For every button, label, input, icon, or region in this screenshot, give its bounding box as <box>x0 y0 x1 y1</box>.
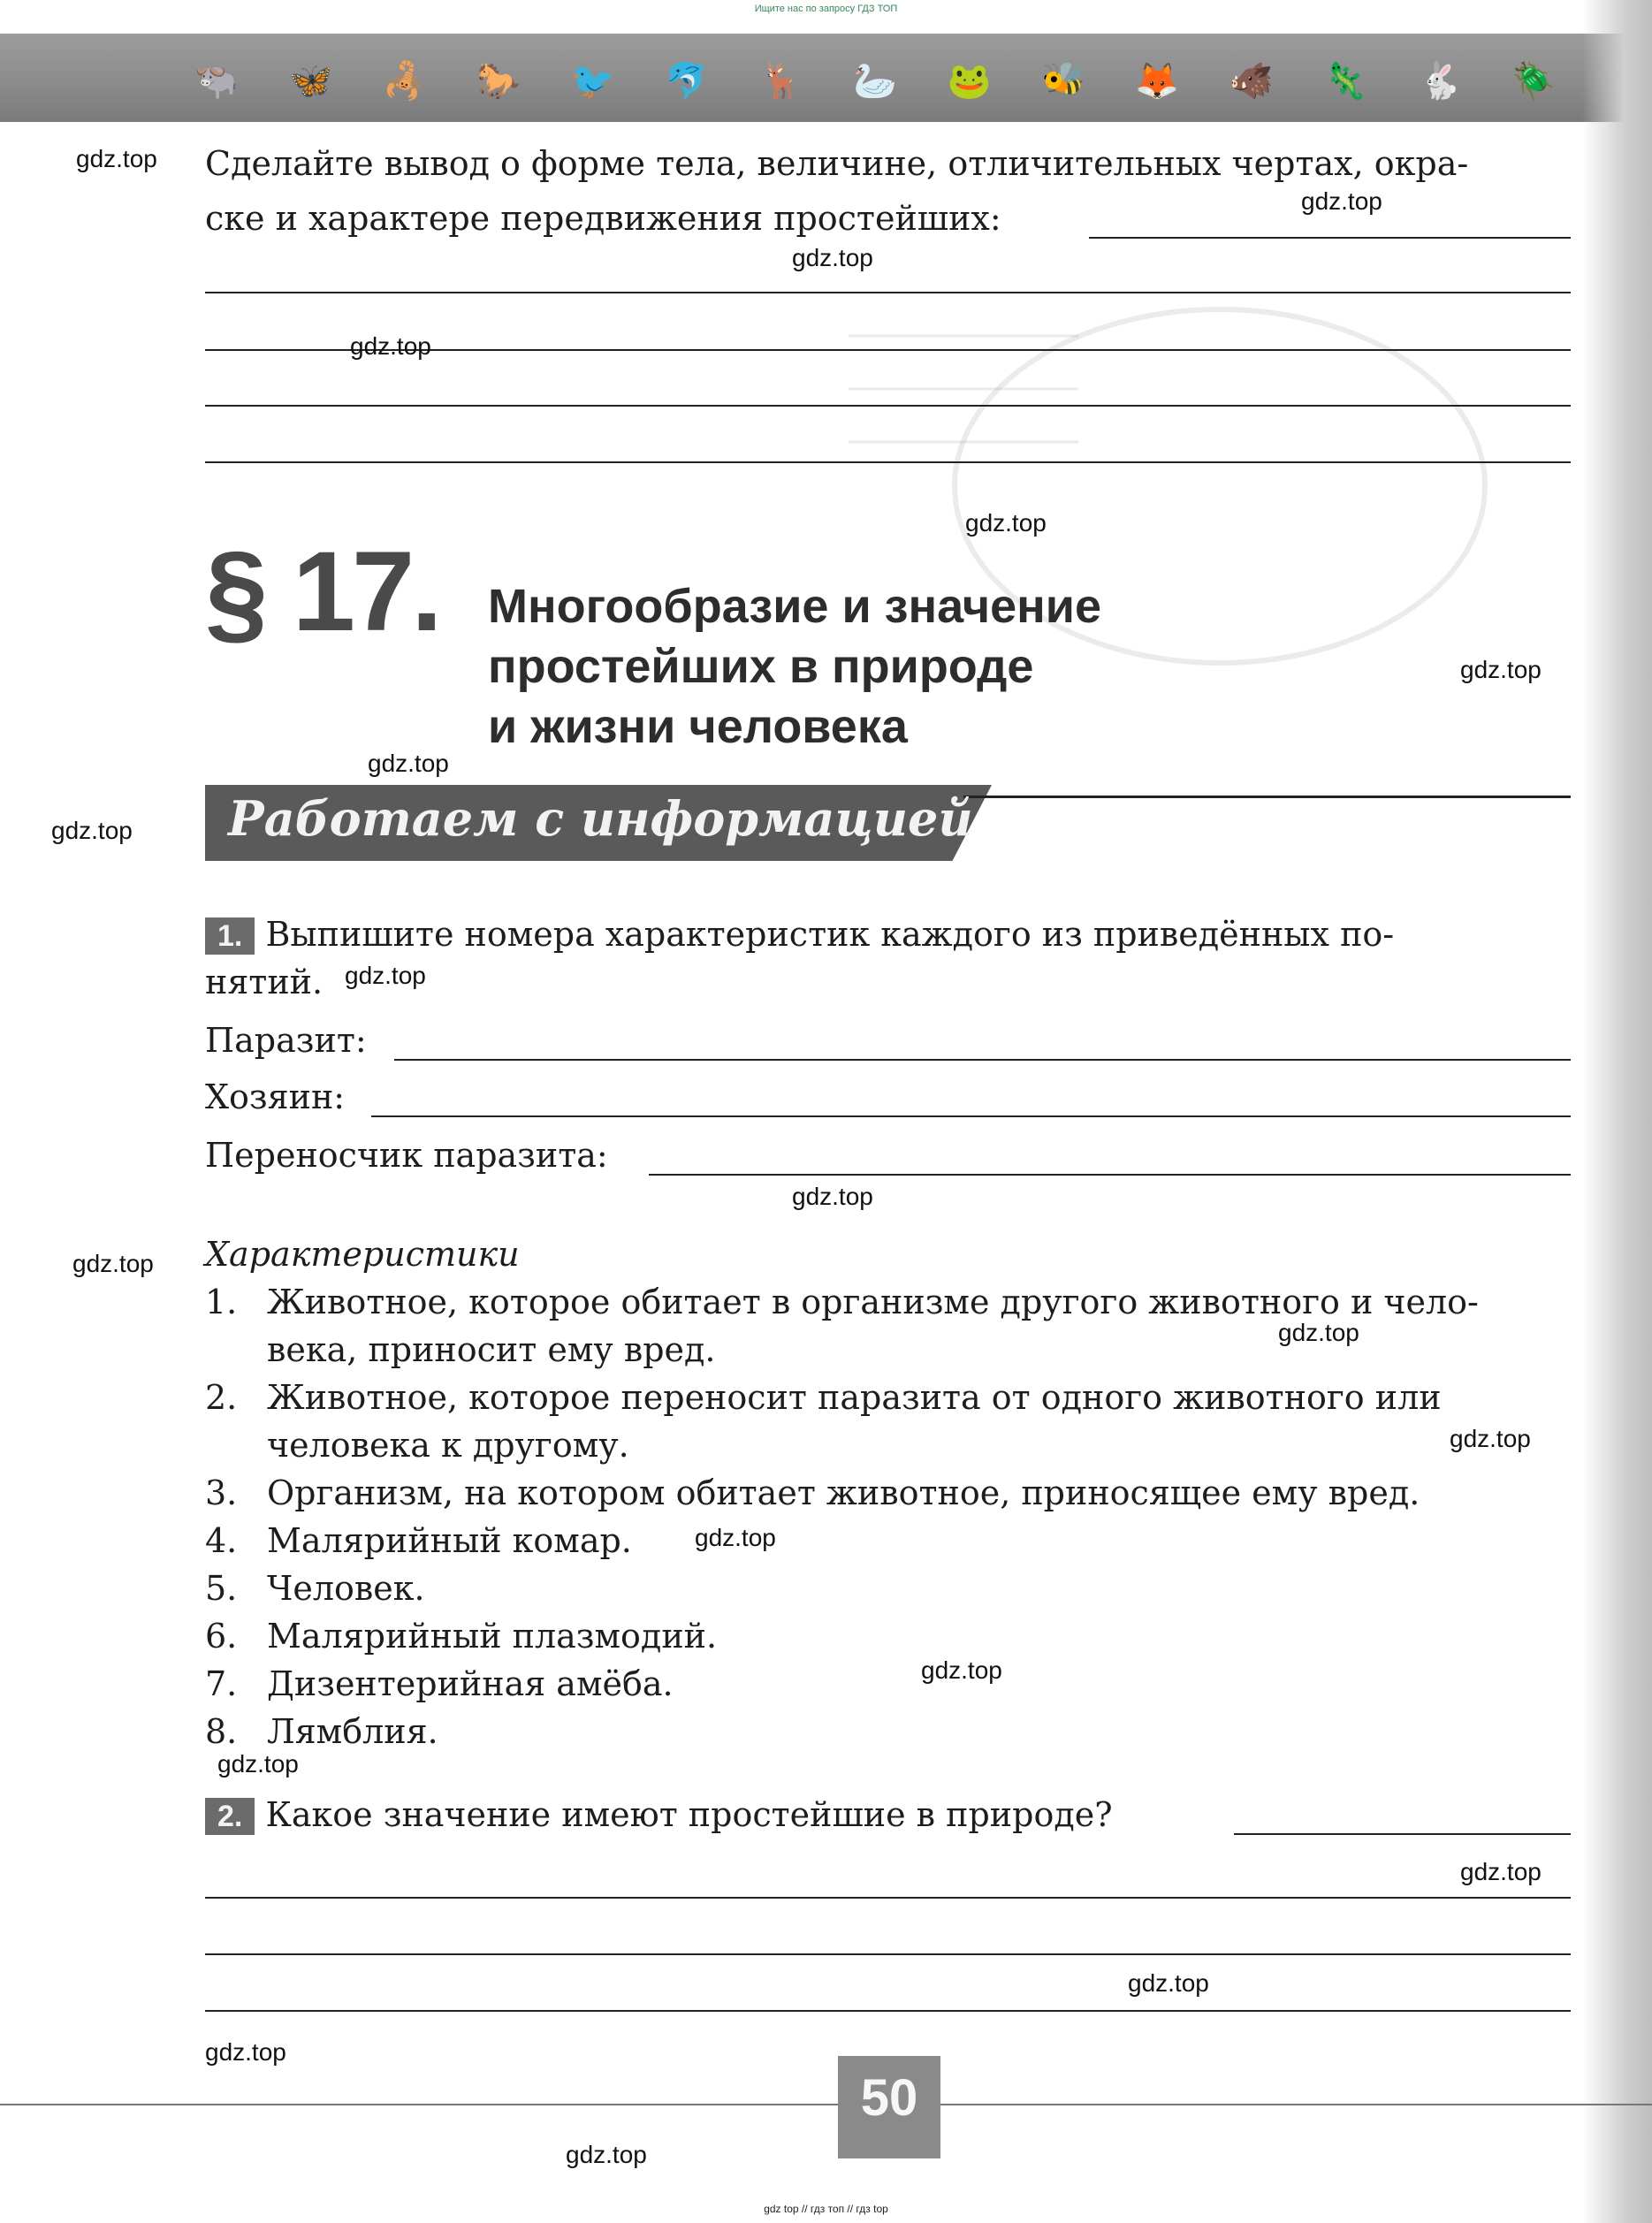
watermark: gdz.top <box>345 962 426 989</box>
field-parasite-line[interactable] <box>394 1059 1571 1061</box>
watermark: gdz.top <box>1450 1425 1531 1452</box>
lizard-icon: 🦎 <box>1323 61 1368 102</box>
list-item: Малярийный комар. <box>267 1521 632 1560</box>
boar-icon: 🐗 <box>1229 61 1274 102</box>
answer-line[interactable] <box>205 1897 1571 1899</box>
task-2-text: Какое значение имеют простейшие в природе? <box>265 1795 1113 1834</box>
watermark: gdz.top <box>566 2141 647 2168</box>
task-2-badge: 2. <box>205 1798 255 1835</box>
butterfly-icon: 🦋 <box>288 61 333 102</box>
answer-line[interactable] <box>205 405 1571 407</box>
horse-icon: 🐎 <box>476 61 521 102</box>
answer-line[interactable] <box>205 1953 1571 1955</box>
watermark: gdz.top <box>350 332 431 360</box>
hare-icon: 🐇 <box>1417 61 1462 102</box>
list-item: Животное, которое обитает в организме другого животного и чело- <box>267 1283 1479 1321</box>
watermark: gdz.top <box>792 244 873 271</box>
list-item: Лямблия. <box>267 1712 438 1751</box>
task-1-text-2: нятий. <box>205 963 324 1001</box>
watermark: gdz.top <box>792 1183 873 1210</box>
list-item-num: 3. <box>205 1473 238 1512</box>
rubric-rule <box>963 796 1571 798</box>
field-host-label: Хозяин: <box>205 1077 346 1116</box>
intro-line-2: ске и характере передвижения простейших: <box>205 199 1001 238</box>
banner-icons <box>194 55 1556 108</box>
list-item-num: 8. <box>205 1712 238 1751</box>
list-item: Дизентерийная амёба. <box>267 1664 674 1703</box>
characteristics-heading: Характеристики <box>205 1235 520 1274</box>
scorpion-icon: 🦂 <box>382 61 427 102</box>
watermark: gdz.top <box>76 145 157 172</box>
list-item-num: 4. <box>205 1521 238 1560</box>
page-edge-shadow <box>1582 0 1652 2223</box>
field-carrier-label: Переносчик паразита: <box>205 1136 608 1175</box>
frog-icon: 🐸 <box>947 61 992 102</box>
list-item: Малярийный плазмодий. <box>267 1617 718 1656</box>
list-item: Животное, которое переносит паразита от одного животного или <box>267 1378 1442 1417</box>
answer-line[interactable] <box>1089 237 1571 239</box>
watermark: gdz.top <box>217 1750 299 1778</box>
answer-line[interactable] <box>1234 1833 1571 1835</box>
footer-rule <box>0 2104 1652 2105</box>
section-number: § 17. <box>205 529 439 655</box>
answer-line[interactable] <box>205 2010 1571 2012</box>
list-item-cont: века, приносит ему вред. <box>267 1330 716 1369</box>
list-item-num: 6. <box>205 1617 238 1656</box>
fox-icon: 🦊 <box>1135 61 1180 102</box>
list-item-num: 5. <box>205 1569 238 1608</box>
task-1-prompt <box>205 910 1394 958</box>
watermark: gdz.top <box>1278 1319 1359 1346</box>
list-item-num: 1. <box>205 1283 238 1321</box>
watermark: gdz.top <box>1460 1858 1542 1885</box>
answer-line[interactable] <box>205 461 1571 463</box>
bird-icon: 🐦 <box>570 61 615 102</box>
task-2-prompt <box>205 1791 1113 1839</box>
field-host-line[interactable] <box>371 1115 1571 1117</box>
deer-icon: 🦌 <box>758 61 803 102</box>
watermark: gdz.top <box>965 509 1047 537</box>
rubric-title: Работаем с информацией <box>228 790 973 847</box>
list-item: Организм, на котором обитает животное, приносящее ему вред. <box>267 1473 1420 1512</box>
section-title-line-1: Многообразие и значение <box>488 580 1102 633</box>
list-item-num: 2. <box>205 1378 238 1417</box>
field-parasite-label: Паразит: <box>205 1021 367 1060</box>
field-carrier-line[interactable] <box>649 1174 1571 1176</box>
watermark: gdz.top <box>368 750 449 777</box>
intro-line-1: Сделайте вывод о форме тела, величине, отличительных чертах, окра- <box>205 144 1469 183</box>
top-search-note: Ищите нас по запросу ГДЗ ТОП <box>754 4 898 14</box>
section-title <box>488 576 1101 757</box>
beetle-icon: 🪲 <box>1511 61 1556 102</box>
watermark: gdz.top <box>1301 187 1382 215</box>
section-title-line-3: и жизни человека <box>488 700 908 753</box>
bison-icon: 🐃 <box>194 61 239 102</box>
section-title-line-2: простейших в природе <box>488 640 1034 693</box>
watermark: gdz.top <box>1460 656 1542 683</box>
task-1-text-1: Выпишите номера характеристик каждого из приведённых по- <box>265 915 1395 954</box>
watermark: gdz.top <box>921 1656 1002 1684</box>
answer-line[interactable] <box>205 292 1571 293</box>
watermark: gdz.top <box>695 1524 776 1551</box>
dolphin-icon: 🐬 <box>665 61 709 102</box>
list-item-cont: человека к другому. <box>267 1426 629 1465</box>
list-item-num: 7. <box>205 1664 238 1703</box>
bottom-search-note: gdz top // гдз топ // гдз top <box>764 2203 888 2215</box>
watermark: gdz.top <box>51 817 133 844</box>
watermark: gdz.top <box>72 1250 154 1277</box>
watermark: gdz.top <box>205 2038 286 2066</box>
bee-icon: 🐝 <box>1040 61 1085 102</box>
page-number: 50 <box>860 2069 918 2127</box>
task-1-badge: 1. <box>205 917 255 955</box>
watermark: gdz.top <box>1128 1969 1209 1997</box>
heron-icon: 🦢 <box>853 61 897 102</box>
list-item: Человек. <box>267 1569 425 1608</box>
